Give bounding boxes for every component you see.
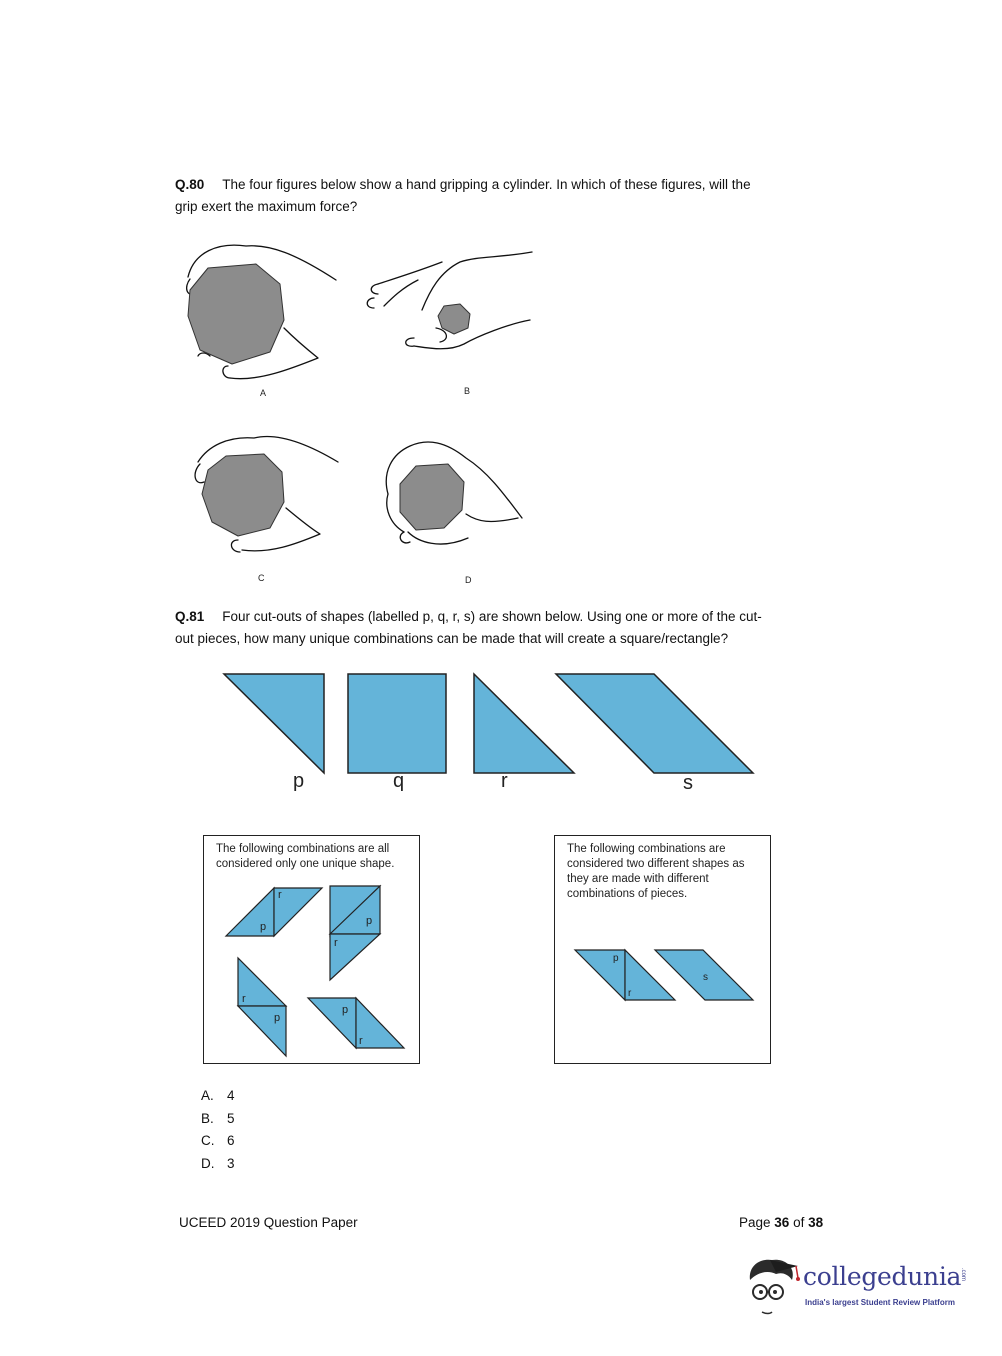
box2-piece-label: r — [628, 988, 632, 999]
box1-piece-label: r — [334, 937, 338, 949]
box1-piece-label: p — [342, 1004, 349, 1016]
page-prefix: Page — [739, 1215, 775, 1230]
q80-number: Q.80 — [175, 177, 205, 192]
figure-label-b: B — [464, 386, 471, 396]
shape-p — [224, 674, 324, 773]
q81-text-line1: Four cut-outs of shapes (labelled p, q, r, s) are shown below. Using one or more of the cut- — [222, 609, 762, 624]
cylinder-b — [438, 304, 470, 334]
option-c-value: 6 — [227, 1133, 235, 1148]
shape-label-r: r — [501, 770, 508, 792]
figure-label-c: C — [258, 573, 265, 583]
figure-label-d: D — [465, 575, 472, 585]
option-d-value: 3 — [227, 1155, 235, 1171]
box1-piece-label: p — [260, 921, 267, 933]
figure-label-a: A — [260, 388, 267, 398]
q80-question — [175, 174, 855, 218]
different-shape-example-box — [554, 835, 771, 1064]
option-a-key: A. — [201, 1088, 214, 1103]
cylinder-d — [400, 464, 464, 530]
box2-piece-label: p — [613, 953, 619, 964]
box2-note-line3: they are made with different — [567, 873, 709, 885]
cylinder-a — [188, 264, 284, 364]
brand-com: .com — [960, 1268, 966, 1282]
hand-figures-svg — [178, 232, 538, 592]
shape-label-q: q — [393, 770, 405, 792]
brand-name: collegedunia — [803, 1262, 962, 1291]
box1-piece-label: r — [242, 993, 246, 1005]
q80-text-line1: The four figures below show a hand gripping a cylinder. In which of these figures, will the — [222, 177, 751, 192]
shape-label-s: s — [683, 772, 693, 794]
q81-text-line2: out pieces, how many unique combinations can be made that will create a square/rectangle? — [175, 631, 729, 646]
box1-piece-label: p — [274, 1012, 281, 1024]
box1-note-line1: The following combinations are all — [216, 843, 390, 855]
cutout-shapes-svg — [220, 670, 760, 780]
option-a[interactable] — [201, 1085, 235, 1108]
shape-s — [556, 674, 753, 773]
option-c[interactable] — [201, 1130, 235, 1153]
q81-number: Q.81 — [175, 609, 205, 624]
box1-piece-label: r — [359, 1035, 363, 1047]
shape-label-p: p — [293, 770, 305, 792]
shape-r — [474, 674, 574, 773]
option-d[interactable] — [201, 1153, 235, 1176]
cutout-shapes — [220, 670, 760, 780]
q80-text-line2: grip exert the maximum force? — [175, 199, 358, 214]
box2-combinations-svg — [555, 936, 770, 1016]
box2-note-line1: The following combinations are — [567, 843, 726, 855]
brand-mascot-svg — [742, 1254, 802, 1316]
hand-figure-b — [367, 252, 532, 349]
box2-note-line2: considered two different shapes as — [567, 858, 745, 870]
option-b[interactable] — [201, 1108, 235, 1131]
option-b-value: 5 — [227, 1110, 235, 1126]
box1-note — [216, 842, 394, 872]
hand-figures — [178, 232, 538, 592]
q81-options — [201, 1085, 235, 1175]
option-c-key: C. — [201, 1133, 215, 1148]
page-current: 36 — [774, 1215, 790, 1230]
box2-note-line4: combinations of pieces. — [567, 888, 688, 900]
cylinder-c — [202, 454, 284, 536]
box1-combinations-svg — [204, 876, 419, 1061]
option-a-value: 4 — [227, 1088, 235, 1103]
option-d-key: D. — [201, 1155, 215, 1171]
box1-piece-label: p — [366, 915, 373, 927]
footer-document-title: UCEED 2019 Question Paper — [179, 1215, 358, 1230]
option-b-key: B. — [201, 1110, 214, 1126]
box1-piece-label: r — [278, 889, 282, 901]
brand-tagline: India's largest Student Review Platform — [805, 1298, 955, 1307]
shape-q — [348, 674, 446, 773]
page-mid: of — [789, 1215, 809, 1230]
same-shape-example-box — [203, 835, 420, 1064]
brand-mascot-icon — [742, 1254, 802, 1316]
page-number — [739, 1215, 823, 1230]
box2-note — [567, 842, 745, 902]
page-total: 38 — [808, 1215, 824, 1230]
box1-note-line2: considered only one unique shape. — [216, 858, 395, 870]
q81-question — [175, 606, 855, 650]
box2-piece-label: s — [703, 972, 708, 983]
